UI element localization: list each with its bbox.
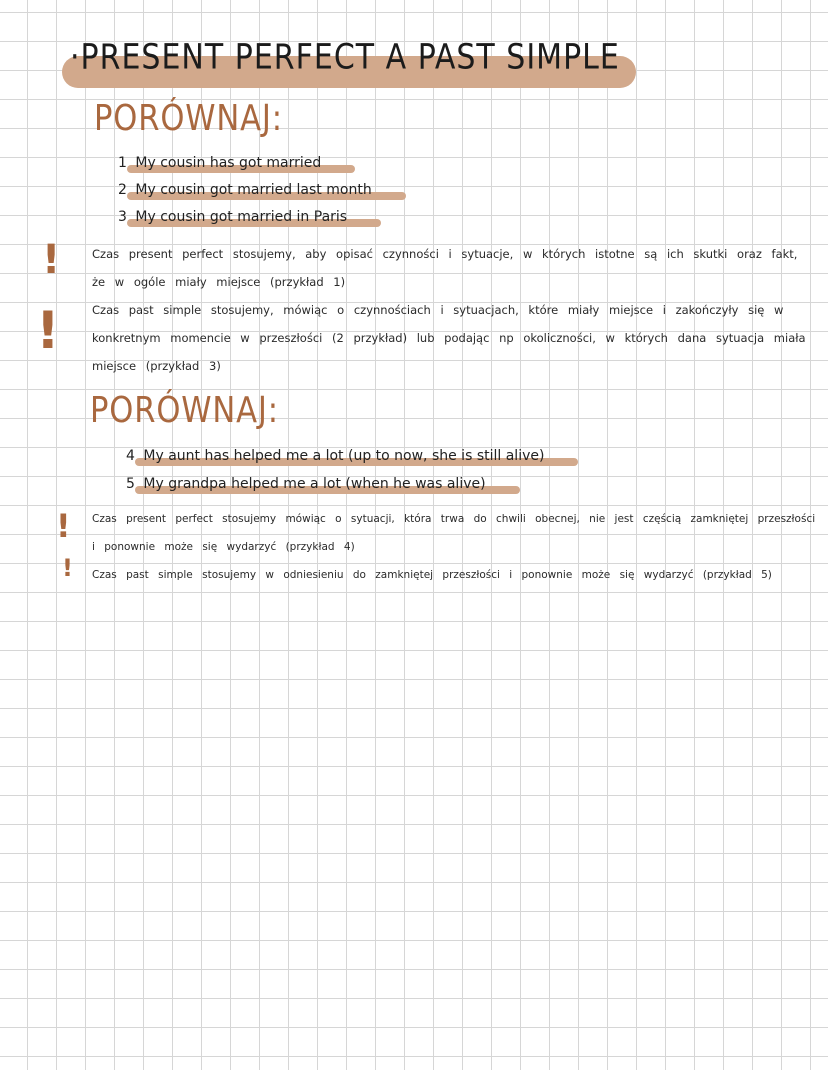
exclamation-icon: ! <box>62 554 73 582</box>
exclamation-icon: ! <box>36 301 60 361</box>
example-text: My cousin got married in Paris <box>131 209 351 225</box>
example-number: 1 <box>118 155 127 171</box>
note-present-perfect: Czas present perfect stosujemy, aby opisać czynności i sytuacje, w których istotne są ich skutki oraz fakt, że w ogóle miały miejsce (przykład 1) <box>92 247 798 289</box>
exclamation-icon: ! <box>56 507 71 545</box>
section1-heading: PORÓWNAJ: <box>94 98 283 139</box>
example-1 <box>118 155 325 171</box>
example-number: 3 <box>118 209 127 225</box>
page-title: ·PRESENT PERFECT A PAST SIMPLE <box>70 37 620 78</box>
example-2 <box>118 182 376 198</box>
example-4 <box>126 448 548 464</box>
exclamation-icon: ! <box>42 237 61 283</box>
example-text: My aunt has helped me a lot (up to now, she is still alive) <box>139 448 548 464</box>
section2-heading: PORÓWNAJ: <box>90 390 279 431</box>
example-text: My cousin got married last month <box>131 182 375 198</box>
note-past-simple-2: Czas past simple stosujemy w odniesieniu do zamkniętej przeszłości i ponownie może się wydarzyć (przykład 5) <box>92 569 772 581</box>
example-5 <box>126 476 490 492</box>
note-present-perfect-2: Czas present perfect stosujemy mówiąc o sytuacji, która trwa do chwili obecnej, nie jest częścią zamkniętej przeszłości i ponownie może się wydarzyć (przykład 4) <box>92 513 816 553</box>
example-number: 5 <box>126 476 135 492</box>
example-3 <box>118 209 351 225</box>
example-text: My cousin has got married <box>131 155 325 171</box>
example-number: 4 <box>126 448 135 464</box>
example-text: My grandpa helped me a lot (when he was alive) <box>139 476 489 492</box>
example-number: 2 <box>118 182 127 198</box>
note-past-simple: Czas past simple stosujemy, mówiąc o czynnościach i sytuacjach, które miały miejsce i zakończyły się w konkretnym momencie w przeszłości (2 przykład) lub podając np okoliczności, w których dana sytuacja miała miejsce (przykład 3) <box>92 303 806 373</box>
